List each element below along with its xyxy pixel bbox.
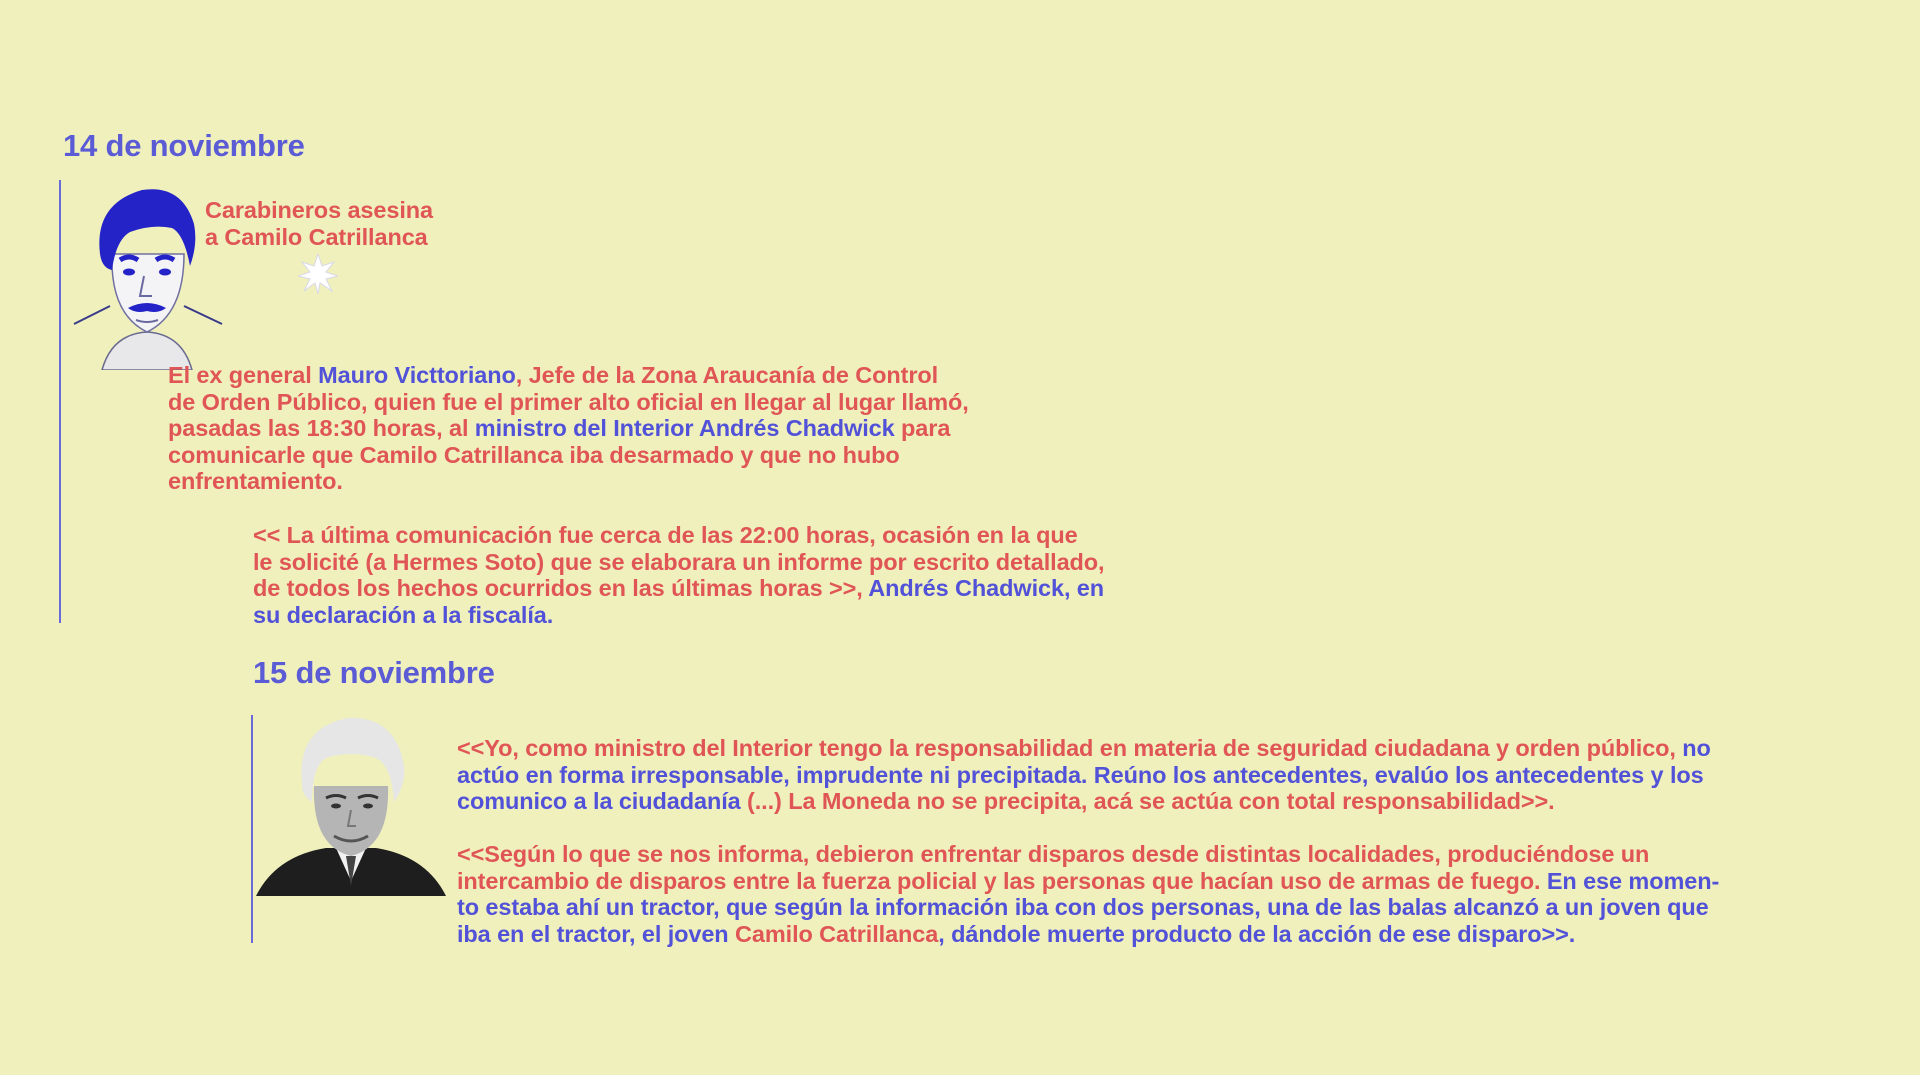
quote-chadwick-responsabilidad [457, 735, 1711, 815]
mapuche-star-icon [298, 254, 338, 294]
quote1-line-1: << La última comunicación fue cerca de las 22:00 horas, ocasión en la que [253, 522, 1078, 548]
camilo-catrillanca-portrait [72, 184, 224, 370]
quote2-line-2: actúo en forma irresponsable, imprudente ni precipitada. Reúno los antecedentes, evalúo los antecedentes y los [457, 761, 1704, 788]
quote3-text-3: En ese momen- [1546, 867, 1720, 894]
headline-line-2: a Camilo Catrillanca [205, 223, 428, 250]
quote3-line-1: <<Según lo que se nos informa, debieron enfrentar disparos desde distintas localidades, produciéndose un [457, 841, 1650, 867]
para1-line-4: comunicarle que Camilo Catrillanca iba desarmado y que no hubo [168, 441, 900, 468]
headline-line-1: Carabineros asesina [205, 197, 433, 223]
quote3-text-4: iba en el tractor, el joven [457, 920, 735, 947]
quote-chadwick-fiscalia [253, 522, 1105, 628]
quote-chadwick-disparos [457, 841, 1719, 947]
quote3-text-2: intercambio de disparos entre la fuerza policial y las personas que hacían uso de armas de fuego. [457, 867, 1547, 894]
section-date-15-november: 15 de noviembre [253, 655, 495, 690]
andres-chadwick-portrait [256, 706, 446, 896]
quote1-line-2: le solicité (a Hermes Soto) que se elaborara un informe por escrito detallado, [253, 548, 1105, 575]
quote3-line-3: to estaba ahí un tractor, que según la información iba con dos personas, una de las balas alcanzó a un joven que [457, 894, 1709, 920]
person-name-mauro-victtoriano: Mauro Victtoriano [318, 362, 516, 388]
quote1-attribution: Andrés Chadwick, en [868, 575, 1105, 601]
section-date-14-november: 14 de noviembre [63, 128, 305, 163]
quote2-text-1: <<Yo, como ministro del Interior tengo la responsabilidad en materia de seguridad ciudadana y orden público, [457, 735, 1683, 761]
para1-text-2: , Jefe de la Zona Araucanía de Control [515, 362, 939, 388]
para1-text-3: pasadas las 18:30 horas, al [168, 415, 475, 441]
quote1-text-3: de todos los hechos ocurridos en las últimas horas >>, [253, 575, 869, 601]
para1-text-4: para [894, 415, 951, 441]
paragraph-victtoriano [168, 362, 969, 495]
para1-line-5: enfrentamiento. [168, 468, 343, 494]
quote2-text-4: (...) La Moneda no se precipita, acá se actúa con total responsabilidad>>. [747, 788, 1555, 814]
quote3-text-5: , dándole muerte producto de la acción de ese disparo>>. [938, 920, 1576, 947]
para1-text-1: El ex general [168, 362, 319, 388]
quote3-name-camilo: Camilo Catrillanca [735, 920, 939, 947]
headline-carabineros [205, 197, 433, 250]
quote1-line-4: su declaración a la fiscalía. [253, 601, 554, 628]
timeline-line-1 [59, 180, 61, 623]
quote2-text-3: comunico a la ciudadanía [457, 788, 748, 814]
para1-line-2: de Orden Público, quien fue el primer alto oficial en llegar al lugar llamó, [168, 388, 969, 415]
quote2-text-2: no [1682, 735, 1711, 761]
person-name-andres-chadwick: ministro del Interior Andrés Chadwick [474, 415, 895, 441]
timeline-line-2 [251, 715, 253, 943]
